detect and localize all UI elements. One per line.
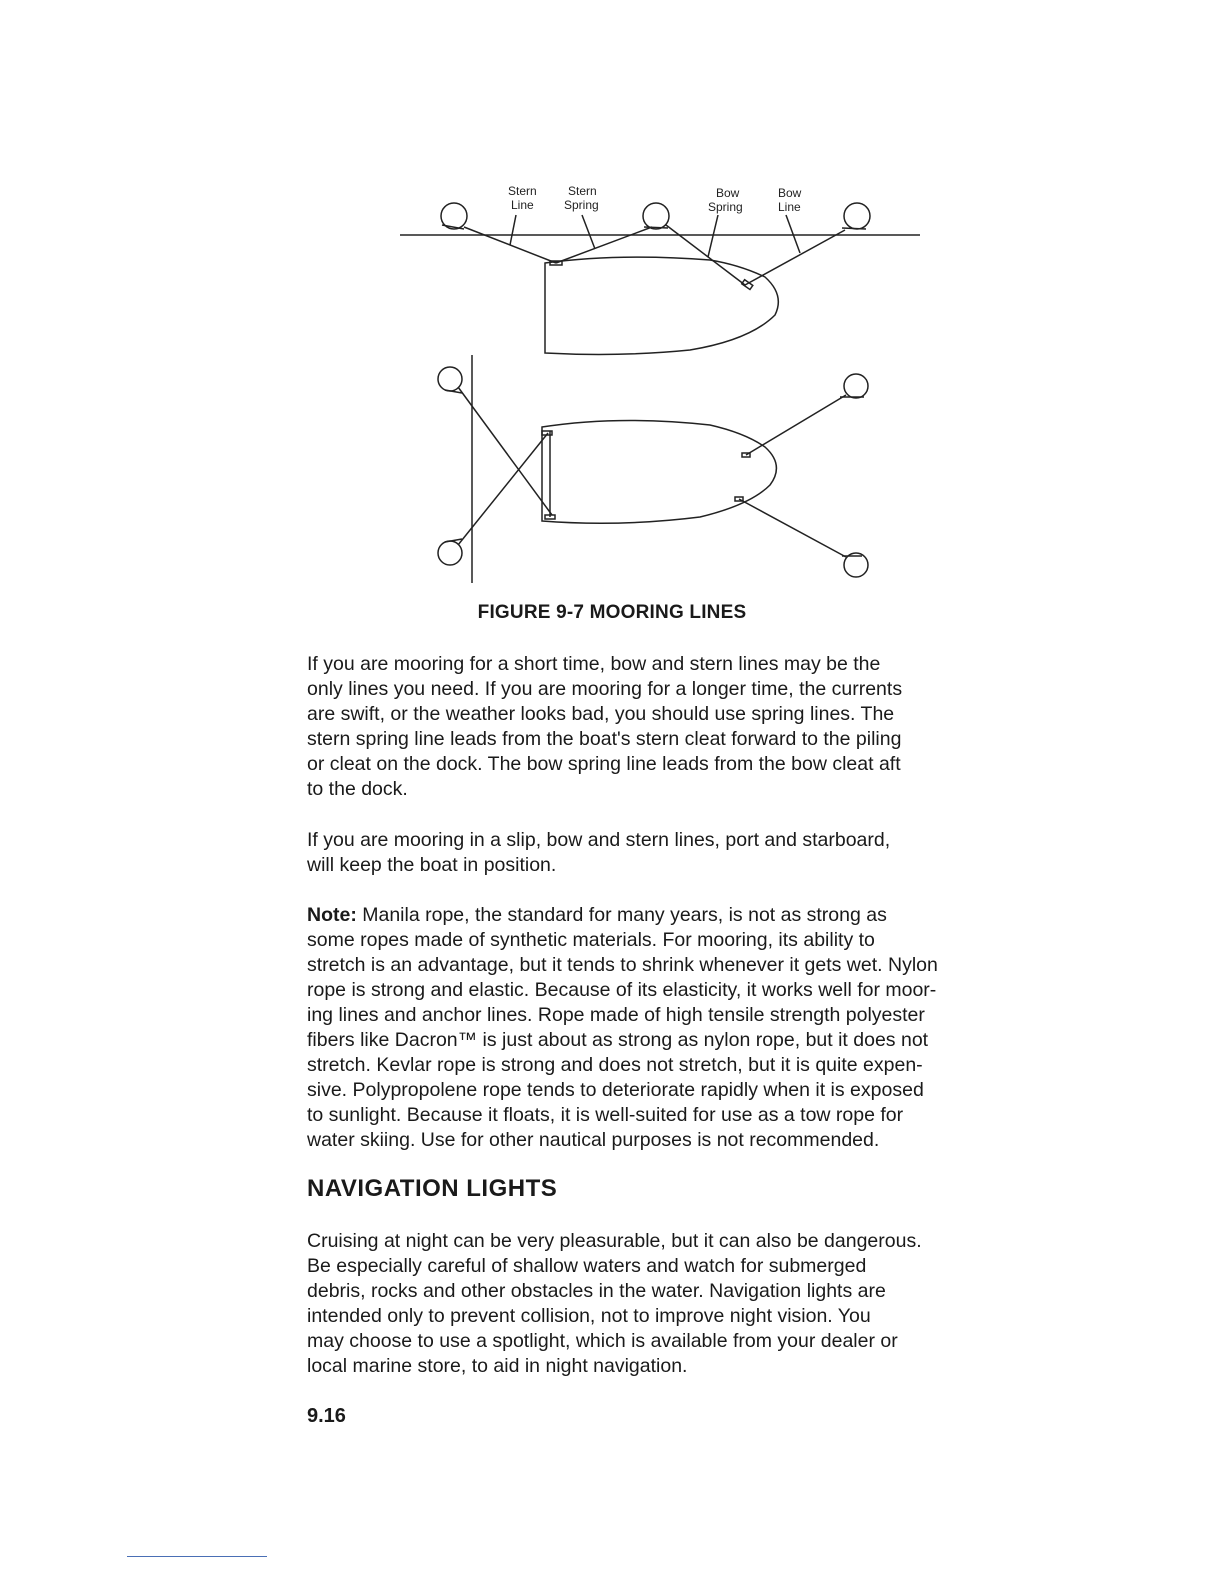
stern-spring-leader [582,215,595,249]
note-label: Note: [307,904,357,926]
bow-line-starboard [739,499,846,557]
paragraph-rope-note [307,903,1037,1153]
page-number: 9.16 [307,1405,346,1427]
paragraph-slip-mooring [307,828,1037,878]
mooring-diagram [390,175,930,590]
piling-right-base [842,228,866,229]
bow-spring-line-top [666,225,745,285]
section-heading-navigation-lights: NAVIGATION LIGHTS [307,1175,558,1202]
paragraph-mooring-spring-lines [307,652,1037,802]
piling-right [844,203,870,229]
piling-bottom-upper-right [844,374,868,398]
paragraph-text: If you are mooring in a slip, bow and stern lines, port and starboard, will keep the boat in position. [307,829,891,876]
paragraph-text: Cruising at night can be very pleasurable, but it can also be dangerous. Be especially careful of shallow waters and watch for submerged debris, rocks and other obstacles in the water. Navigation lights are intended only to prevent collision, not to improve night vision. You may choose to use a spotlight, which is available from your dealer or local marine store, to aid in night navigation. [307,1230,922,1377]
note-paragraph [307,903,1037,1153]
stern-line-leader [510,215,516,245]
paragraph-text: If you are mooring for a short time, bow and stern lines may be the only lines you need. If you are mooring for a longer time, the currents are swift, or the weather looks bad, you should use spring lines. The stern spring line leads from the boat's stern cleat forward to the piling or cleat on the dock. The bow spring line leads from the bow cleat aft to the dock. [307,653,903,800]
paragraph-night-cruising [307,1229,1037,1379]
piling-center [643,203,669,229]
bottom-rule [127,1556,267,1557]
label-stern-line: Stern Line [508,184,537,212]
bow-line-leader [786,215,800,253]
label-stern-spring: Stern Spring [564,184,599,212]
bow-line-port [746,395,846,455]
boat-hull-bottom [542,420,776,523]
mooring-lines-figure [390,175,930,590]
figure-caption: FIGURE 9-7 MOORING LINES [477,602,747,623]
bow-spring-leader [708,215,718,257]
label-bow-spring: Bow Spring [708,186,743,214]
label-bow-line: Bow Line [778,186,802,214]
note-text: Manila rope, the standard for many years, is not as strong as some ropes made of synthetic materials. For mooring, its ability to stretch is an advantage, but it tends to shrink whenever it gets wet. Nylon rope is strong and elastic. Because of its elasticity, it works well for moor- ing lines and anchor lines. Rope made of high tensile strength polyester fibers like Dacron™ is just about as strong as nylon rope, but it does not stretch. Kevlar rope is strong and does not stretch, but it is quite expen- sive. Polypropolene rope tends to deteriorate rapidly when it is exposed to sunlight. Because it floats, it is well-suited for use as a tow rope for water skiing. Use for other nautical purposes is not recommended. [307,904,938,1151]
boat-hull-top [545,257,778,354]
